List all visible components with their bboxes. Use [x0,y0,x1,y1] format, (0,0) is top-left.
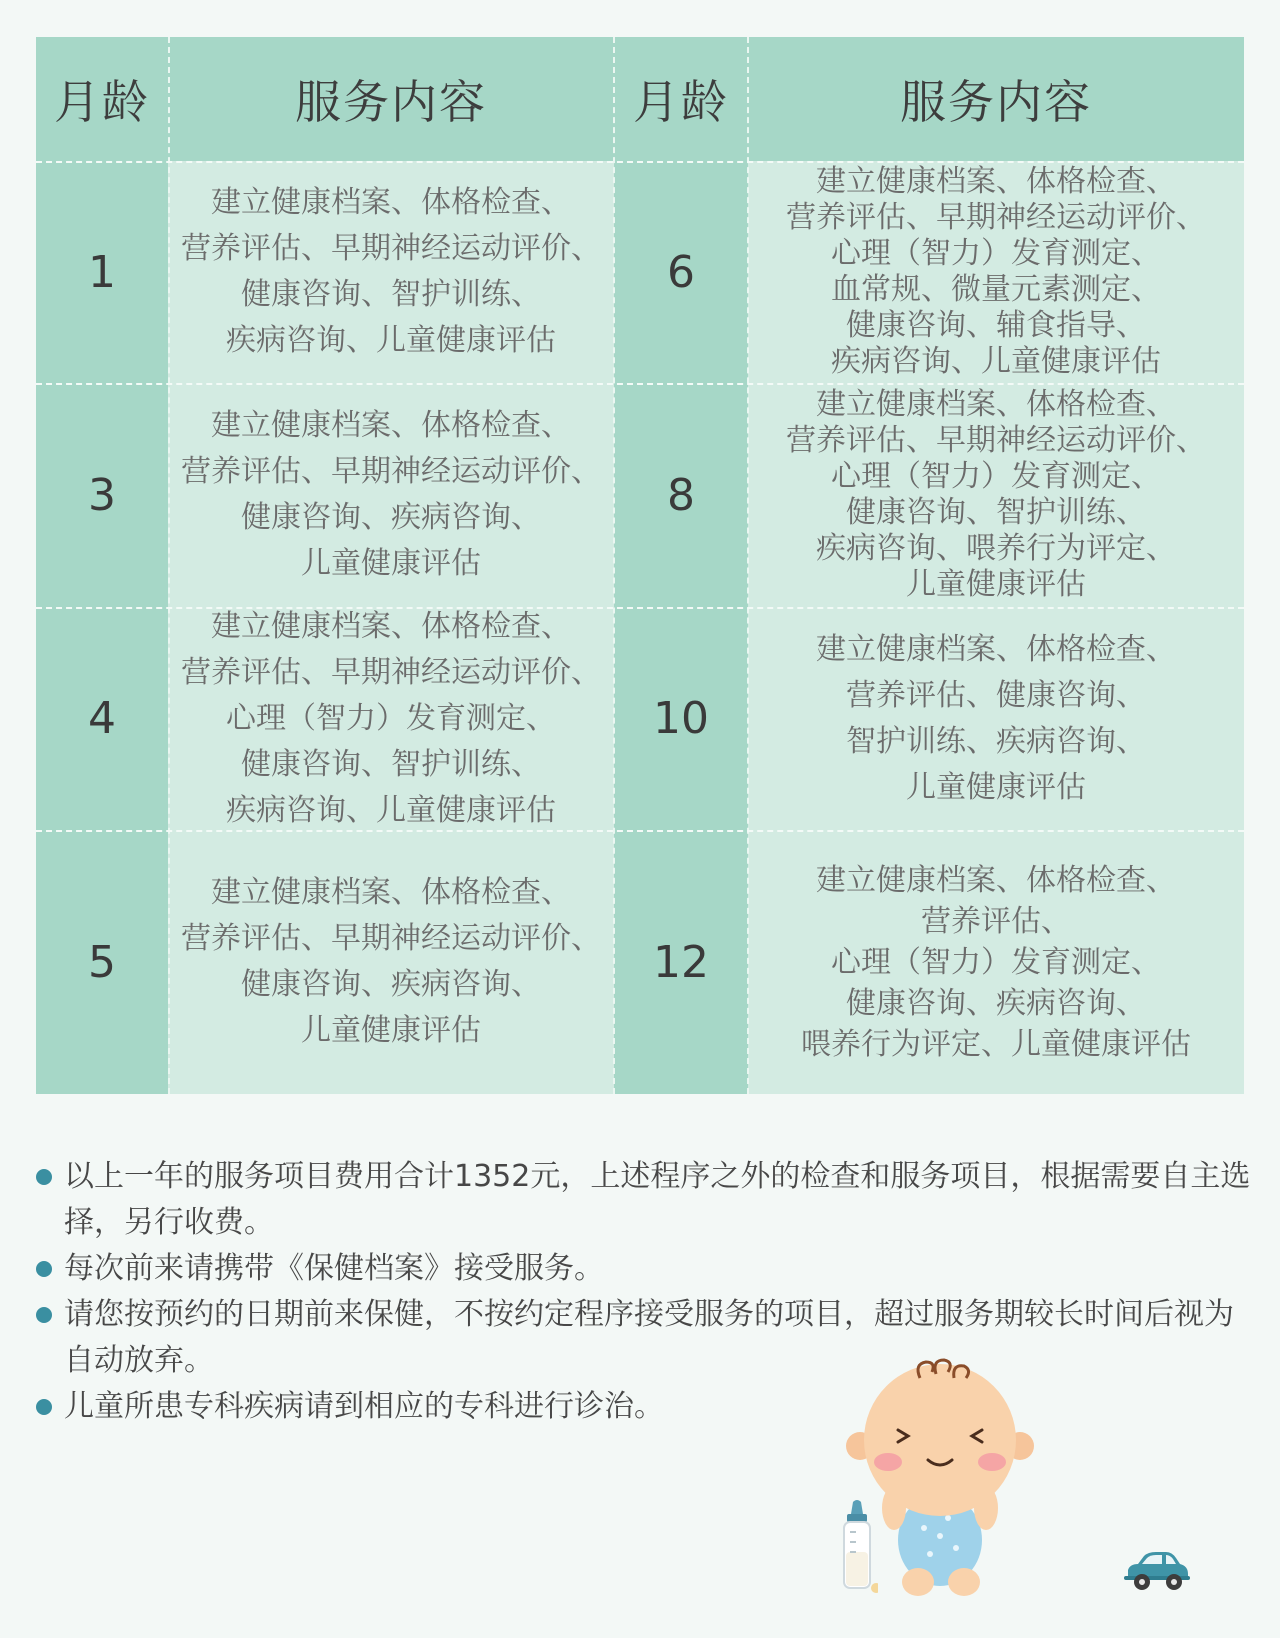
service-line: 健康咨询、智护训练、 [241,277,541,312]
age-cell: 10 [653,693,709,744]
service-line: 智护训练、疾病咨询、 [846,723,1146,759]
service-line: 营养评估、早期神经运动评价、 [181,921,601,956]
service-line: 营养评估、早期神经运动评价、 [786,200,1206,235]
note-text: 以上一年的服务项目费用合计1352元，上述程序之外的检查和服务项目，根据需要自主选择，另行收费。 [64,1159,1251,1240]
header-age-right: 月龄 [633,75,729,129]
note-item [34,1154,1254,1246]
bullet-icon [36,1169,52,1185]
service-line: 健康咨询、疾病咨询、 [241,967,541,1002]
note-text: 请您按预约的日期前来保健，不按约定程序接受服务的项目，超过服务期较长时间后视为自动放弃。 [64,1297,1234,1378]
service-line: 建立健康档案、体格检查、 [816,862,1176,898]
bullet-icon [36,1261,52,1277]
service-line: 心理（智力）发育测定、 [831,236,1161,271]
service-line: 健康咨询、智护训练、 [241,746,541,782]
service-line: 儿童健康评估 [301,1013,481,1048]
service-line: 疾病咨询、儿童健康评估 [226,323,556,358]
note-item [34,1292,1254,1384]
service-line: 营养评估、早期神经运动评价、 [181,231,601,266]
service-line: 建立健康档案、体格检查、 [816,387,1176,422]
service-line: 心理（智力）发育测定、 [226,700,556,736]
service-line: 建立健康档案、体格检查、 [211,185,571,220]
bullet-icon [36,1307,52,1323]
header-service-right: 服务内容 [900,75,1092,129]
service-line: 建立健康档案、体格检查、 [211,408,571,443]
service-cell [168,383,614,607]
service-line: 建立健康档案、体格检查、 [211,875,571,910]
service-line: 建立健康档案、体格检查、 [816,164,1176,199]
service-line: 心理（智力）发育测定、 [831,459,1161,494]
service-line: 营养评估、早期神经运动评价、 [181,654,601,690]
age-cell: 8 [667,469,695,521]
service-line: 疾病咨询、儿童健康评估 [831,344,1161,379]
age-cell: 1 [88,246,116,298]
notes-list [34,1154,1254,1430]
note-item [34,1246,1254,1292]
age-cell: 3 [88,469,116,521]
service-cell [748,607,1244,830]
service-line: 疾病咨询、儿童健康评估 [226,792,556,828]
service-cell [168,830,614,1094]
service-line: 儿童健康评估 [301,546,481,581]
service-line: 营养评估、早期神经运动评价、 [786,423,1206,458]
service-line: 营养评估、 [921,903,1071,939]
age-cell: 5 [88,936,116,988]
note-text: 儿童所患专科疾病请到相应的专科进行诊治。 [64,1389,664,1424]
service-line: 疾病咨询、喂养行为评定、 [816,531,1176,566]
service-cell [748,830,1244,1094]
service-line: 建立健康档案、体格检查、 [211,608,571,644]
age-cell: 4 [88,693,116,744]
service-line: 儿童健康评估 [906,769,1086,805]
service-line: 营养评估、健康咨询、 [846,677,1146,713]
service-line: 血常规、微量元素测定、 [831,272,1161,307]
service-cell [168,161,614,383]
age-cell: 6 [667,246,695,298]
service-table [36,37,1244,1094]
note-item [34,1384,1254,1430]
header-service-left: 服务内容 [295,75,487,129]
age-cell: 12 [653,936,709,988]
service-line: 健康咨询、智护训练、 [846,495,1146,530]
service-line: 营养评估、早期神经运动评价、 [181,454,601,489]
service-line: 健康咨询、辅食指导、 [846,308,1146,343]
note-text: 每次前来请携带《保健档案》接受服务。 [64,1251,604,1286]
baby-illustration [836,1358,1048,1600]
service-line: 儿童健康评估 [906,567,1086,602]
service-line: 建立健康档案、体格检查、 [816,631,1176,667]
toy-car-icon [1120,1548,1192,1592]
service-line: 健康咨询、疾病咨询、 [241,500,541,535]
service-cell [168,607,614,830]
service-cell [748,383,1244,607]
service-line: 健康咨询、疾病咨询、 [846,985,1146,1021]
service-line: 喂养行为评定、儿童健康评估 [801,1026,1191,1062]
header-age-left: 月龄 [54,75,150,129]
bullet-icon [36,1399,52,1415]
service-cell [748,161,1244,383]
service-line: 心理（智力）发育测定、 [831,944,1161,980]
